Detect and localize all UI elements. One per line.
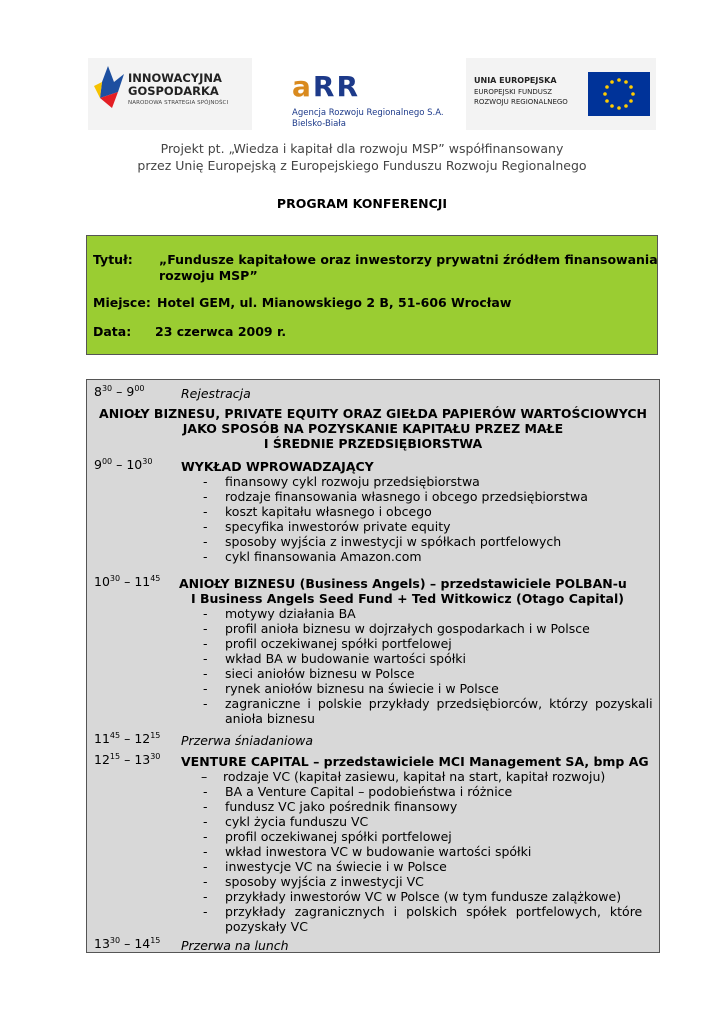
lunch-label: Przerwa na lunch	[181, 938, 289, 953]
section-header	[87, 406, 659, 451]
time-registration: $8^{30} - 9^{00}$	[94, 384, 145, 400]
info-box	[86, 235, 658, 355]
date-value: 23 czerwca 2009 r.	[155, 324, 287, 339]
schedule-table: $8^{30} - 9^{00}$ Rejestracja ANIOŁY BIZNESU, PRIVATE EQUITY ORAZ GIEŁDA PAPIERÓW WARTOŚCIOWYCH JAKO SPOSÓB NA POZYSKANIE KAPITAŁU PRZEZ MAŁE I ŚREDNIE PRZEDSIĘBIORSTWA $9^{00} - 10^{30}$ WYKŁAD WPROWADZAJĄCY - finansowy cykl rozwoju przedsiębiorstwa - rodzaje finansowania własnego i obcego przedsiębiorstwa - koszt kapitału własnego i obcego - specyfika inwestorów private equity - sposoby wyjścia z inwestycji w spółkach portfelowych - cykl finansowania Amazon.com $10^{30} - 11^{45}$ ANIOŁY BIZNESU (Business Angels) – przedstawiciele POLBAN-u I Business Angels Seed Fund + Ted Witkowicz (Otago Capital) - motywy działania BA - profil anioła biznesu w dojrzałych gospodarkach i w Polsce - profil oczekiwanej spółki portfelowej - wkład BA w budowanie wartości spółki - sieci aniołów biznesu w Polsce - rynek aniołów biznesu na świecie i w Polsce - zagraniczne i polskie przykłady przedsiębiorców, którzy pozyskali anioła biznesu $11^{45} - 12^{15}$ Przerwa śniadaniowa $12^{15} - 13^{30}$ VENTURE CAPITAL – przedstawiciele MCI Management SA, bmp AG – rodzaje VC (kapitał zasiewu, kapitał na start, kapitał rozwoju) - BA a Venture Capital – podobieństwa i różnice - fundusz VC jako pośrednik finansowy - cykl życia funduszu VC - profil oczekiwanej spółki portfelowej - wkład inwestora VC w budowanie wartości spółki - inwestycje VC na świecie i w Polsce - sposoby wyjścia z inwestycji VC - przykłady inwestorów VC w Polsce (w tym fundusze zalążkowe) - przykłady zagranicznych i polskich spółek portfelowych, które pozyskały VC $13^{30} - 14^{15}$ Przerwa na lunch	[86, 379, 660, 953]
arr-line1: Agencja Rozwoju Regionalnego S.A.	[292, 108, 444, 118]
breakfast-label: Przerwa śniadaniowa	[181, 733, 314, 748]
title-label: Tytuł:	[93, 252, 133, 267]
place-label: Miejsce:	[93, 295, 151, 310]
arr-mark-a: a	[292, 70, 313, 103]
header-line1: ANIOŁY BIZNESU, PRIVATE EQUITY ORAZ GIEŁDA PAPIERÓW WARTOŚCIOWYCH	[99, 406, 647, 421]
venture-capital-title: VENTURE CAPITAL – przedstawiciele MCI Management SA, bmp AG	[181, 754, 649, 769]
ue-line1: UNIA EUROPEJSKA	[474, 76, 557, 85]
arr-logo	[286, 70, 446, 130]
logo-bar	[0, 52, 724, 132]
list-item-continuation: anioła biznesu	[225, 711, 315, 726]
header-line2: JAKO SPOSÓB NA POZYSKANIE KAPITAŁU PRZEZ MAŁE	[182, 421, 564, 436]
arr-mark-rr: RR	[312, 70, 361, 103]
project-subtitle	[0, 140, 724, 174]
place-value: Hotel GEM, ul. Mianowskiego 2 B, 51-606 Wrocław	[157, 295, 512, 310]
keynote-title: WYKŁAD WPROWADZAJĄCY	[181, 459, 374, 474]
business-angels-title-2: I Business Angels Seed Fund + Ted Witkowicz (Otago Capital)	[191, 591, 624, 606]
ig-line3: NARODOWA STRATEGIA SPÓJNOŚCI	[128, 100, 229, 106]
eu-logo	[466, 58, 656, 130]
eu-flag-icon	[588, 72, 650, 116]
registration-label: Rejestracja	[181, 386, 251, 401]
ig-star-icon	[92, 64, 126, 120]
header-line3: I ŚREDNIE PRZEDSIĘBIORSTWA	[263, 436, 483, 451]
time-keynote: $9^{00} - 10^{30}$	[94, 457, 153, 473]
page-title: PROGRAM KONFERENCJI	[276, 196, 448, 211]
list-item-continuation: pozyskały VC	[225, 919, 308, 934]
time-lunch: $13^{30} - 14^{15}$	[94, 936, 161, 952]
time-venture-capital: $12^{15} - 13^{30}$	[94, 752, 161, 768]
date-label: Data:	[93, 324, 132, 339]
time-breakfast: $11^{45} - 12^{15}$	[94, 731, 161, 747]
time-business-angels: $10^{30} - 11^{45}$	[94, 574, 161, 590]
subtitle-line2: przez Unię Europejską z Europejskiego Funduszu Rozwoju Regionalnego	[137, 158, 587, 173]
ig-line2: GOSPODARKA	[128, 84, 219, 98]
ig-line1: INNOWACYJNA	[128, 71, 222, 85]
business-angels-title-1: ANIOŁY BIZNESU (Business Angels) – przedstawiciele POLBAN-u	[179, 576, 627, 591]
ue-line3: ROZWOJU REGIONALNEGO	[474, 98, 568, 106]
subtitle-line1: Projekt pt. „Wiedza i kapitał dla rozwoju MSP” współfinansowany	[160, 141, 564, 156]
ue-line2: EUROPEJSKI FUNDUSZ	[474, 88, 553, 96]
title-value-2: rozwoju MSP”	[159, 268, 258, 283]
title-value-1: „Fundusze kapitałowe oraz inwestorzy prywatni źródłem finansowania	[159, 252, 658, 267]
arr-mark	[292, 70, 360, 103]
arr-line2: Bielsko-Biała	[292, 119, 346, 129]
innowacyjna-gospodarka-logo	[88, 58, 252, 130]
